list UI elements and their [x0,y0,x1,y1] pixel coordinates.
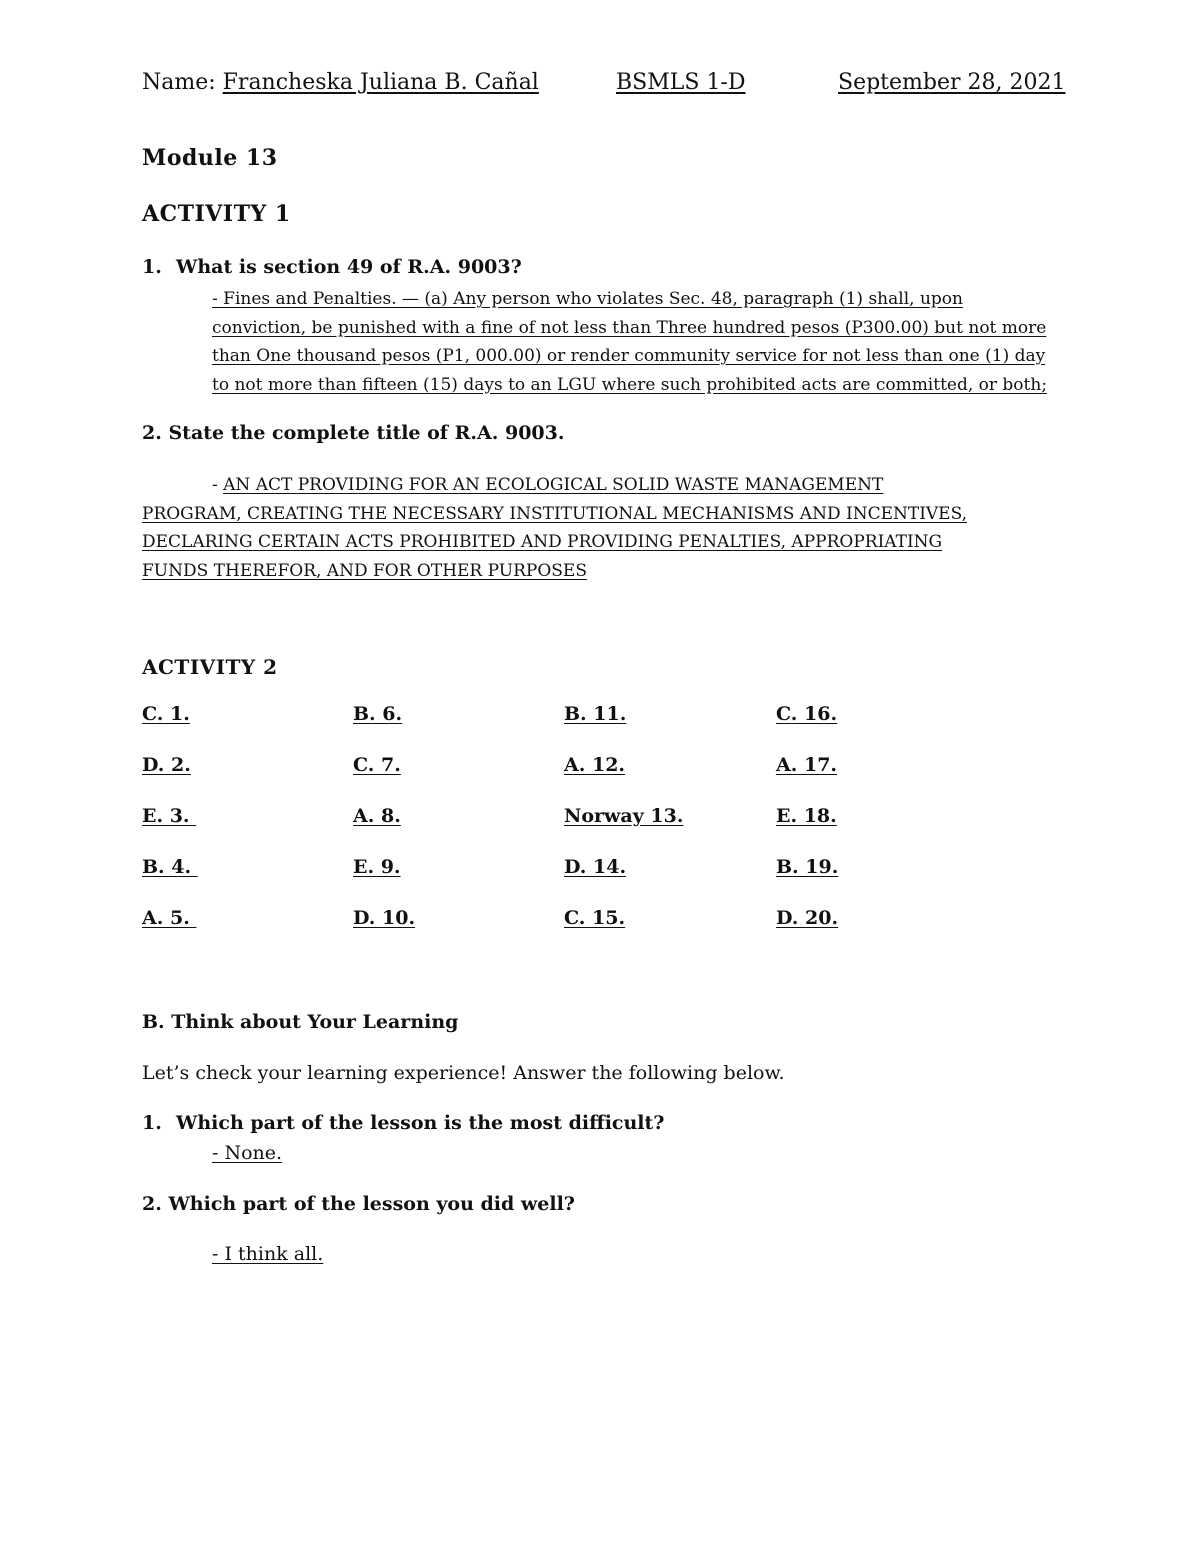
answer-prefix: - [212,475,224,495]
activity1-answer-1 [212,285,1092,399]
answer-cell: D. 14. [564,856,627,878]
reflection-intro: Let’s check your learning experience! Answer the following below. [142,1062,785,1084]
reflection-title: B. Think about Your Learning [142,1011,459,1033]
answer-cell: A. 12. [564,754,626,776]
answer-cell: D. 2. [142,754,191,776]
answer-line: conviction, be punished with a fine of not less than Three hundred pesos (P300.00) but not more [212,317,1047,338]
reflection-answer-2: - I think all. [212,1243,324,1265]
activity1-question-2: 2. State the complete title of R.A. 9003. [142,422,565,444]
answer-cell: B. 11. [564,703,627,725]
answer-cell: B. 19. [776,856,839,878]
name-label: Name: [142,70,223,95]
answer-cell: C. 15. [564,907,626,929]
answer-line: PROGRAM, CREATING THE NECESSARY INSTITUTIONAL MECHANISMS AND INCENTIVES, [142,503,968,524]
answer-cell: B. 4. [142,856,198,878]
answer-cell: Norway 13. [564,805,684,827]
answer-cell: B. 6. [353,703,403,725]
answer-cell: E. 3. [142,805,197,827]
answer-cell: C. 1. [142,703,190,725]
answer-cell: D. 20. [776,907,839,929]
answer-text: AN ACT PROVIDING FOR AN ECOLOGICAL SOLID WASTE MANAGEMENT [223,475,884,495]
answer-line: than One thousand pesos (P1, 000.00) or render community service for not less than one (1) day [212,346,1046,366]
question-text: What is section 49 of R.A. 9003? [176,256,522,278]
reflection-answer-1: - None. [212,1142,283,1164]
answer-cell: C. 7. [353,754,401,776]
answer-line: DECLARING CERTAIN ACTS PROHIBITED AND PROVIDING PENALTIES, APPROPRIATING [142,532,943,552]
answer-cell: E. 9. [353,856,401,878]
answer-line: to not more than fifteen (15) days to an LGU where such prohibited acts are committed, or both; [212,374,1048,395]
date: September 28, 2021 [838,70,1066,95]
activity1-title: ACTIVITY 1 [142,201,291,227]
student-name: Francheska Juliana B. Cañal [222,70,539,95]
question-number: 1. [142,1112,162,1134]
activity1-question-1 [142,256,522,278]
name-line [142,70,539,95]
question-number: 1. [142,256,162,278]
answer-cell: C. 16. [776,703,838,725]
activity1-answer-2 [142,471,1072,585]
answer-line [142,471,1072,500]
answer-cell: D. 10. [353,907,416,929]
answer-line: - Fines and Penalties. — (a) Any person who violates Sec. 48, paragraph (1) shall, upon [212,289,963,309]
activity2-title: ACTIVITY 2 [142,655,278,679]
answer-line: FUNDS THEREFOR, AND FOR OTHER PURPOSES [142,560,587,581]
reflection-question-1 [142,1112,664,1134]
answer-cell: A. 17. [776,754,838,776]
answer-cell: A. 5. [142,907,197,929]
answer-cell: E. 18. [776,805,837,827]
reflection-question-2: 2. Which part of the lesson you did well? [142,1193,575,1215]
question-text: Which part of the lesson is the most difficult? [176,1112,665,1134]
section-code: BSMLS 1-D [616,70,746,95]
module-title: Module 13 [142,145,278,171]
answer-cell: A. 8. [353,805,401,827]
